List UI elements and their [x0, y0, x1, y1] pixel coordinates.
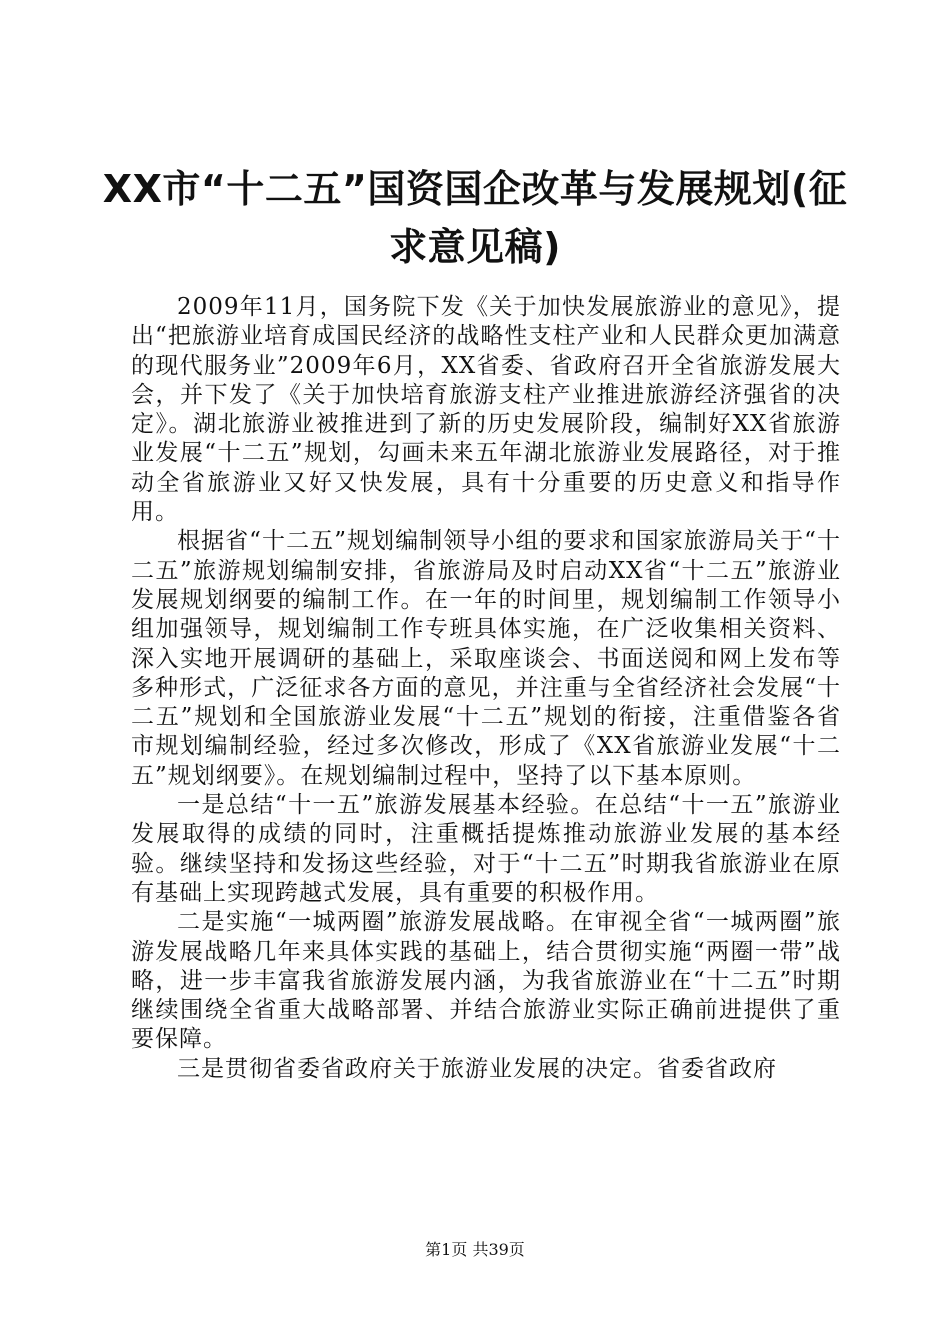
page-number-footer: 第1页 共39页	[425, 1240, 525, 1259]
paragraph: 2009年11月，国务院下发《关于加快发展旅游业的意见》，提出“把旅游业培育成国民经济的战略性支柱产业和人民群众更加满意的现代服务业”2009年6月，XX省委、省政府召开全省旅游发展大会，并下发了《关于加快培育旅游支柱产业推进旅游经济强省的决定》。湖北旅游业被推进到了新的历史发展阶段，编制好XX省旅游业发展“十二五”规划，勾画未来五年湖北旅游业发展路径，对于推动全省旅游业又好又快发展，具有十分重要的历史意义和指导作用。	[131, 294, 841, 526]
paragraph: 二是实施“一城两圈”旅游发展战略。在审视全省“一城两圈”旅游发展战略几年来具体实践的基础上，结合贯彻实施“两圈一带”战略，进一步丰富我省旅游发展内涵，为我省旅游业在“十二五”时期继续围绕全省重大战略部署、并结合旅游业实际正确前进提供了重要保障。	[131, 909, 841, 1053]
paragraph: 根据省“十二五”规划编制领导小组的要求和国家旅游局关于“十二五”旅游规划编制安排，省旅游局及时启动XX省“十二五”旅游业发展规划纲要的编制工作。在一年的时间里，规划编制工作领导小组加强领导，规划编制工作专班具体实施，在广泛收集相关资料、深入实地开展调研的基础上，采取座谈会、书面送阅和网上发布等多种形式，广泛征求各方面的意见，并注重与全省经济社会发展“十二五”规划和全国旅游业发展“十二五”规划的衔接，注重借鉴各省市规划编制经验，经过多次修改，形成了《XX省旅游业发展“十二五”规划纲要》。在规划编制过程中，坚持了以下基本原则。	[131, 528, 841, 789]
paragraph: 三是贯彻省委省政府关于旅游业发展的决定。省委省政府	[177, 1055, 777, 1082]
document-title: XX市“十二五”国资国企改革与发展规划(征求意见稿)	[102, 167, 848, 269]
paragraph: 一是总结“十一五”旅游发展基本经验。在总结“十一五”旅游业发展取得的成绩的同时，注重概括提炼推动旅游业发展的基本经验。继续坚持和发扬这些经验，对于“十二五”时期我省旅游业在原有基础上实现跨越式发展，具有重要的积极作用。	[131, 792, 841, 906]
document-body	[131, 293, 841, 1084]
